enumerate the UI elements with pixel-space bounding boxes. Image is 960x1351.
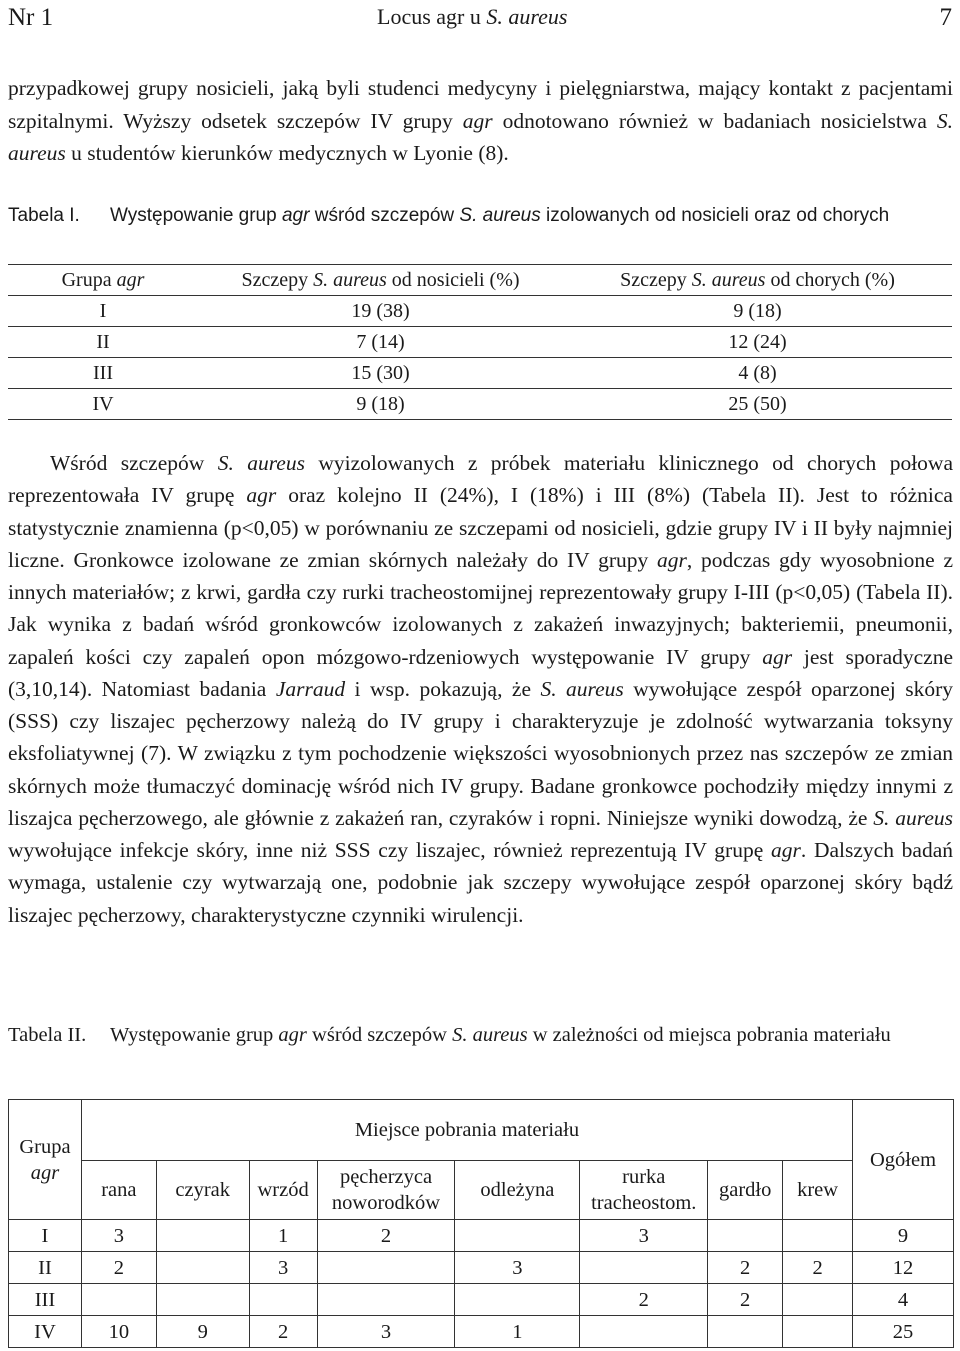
table1-cell: II [8, 327, 198, 358]
table2-cell: 25 [853, 1316, 954, 1348]
table1-row [8, 389, 952, 420]
table2-cell: 1 [455, 1316, 580, 1348]
table2-cell: 2 [580, 1284, 708, 1316]
table2-row [9, 1284, 954, 1316]
table2-subheader: odleżyna [455, 1161, 580, 1220]
table2-cell [783, 1284, 853, 1316]
table2-cell: II [9, 1252, 82, 1284]
table1-cell: 12 (24) [563, 327, 952, 358]
table2-cell [156, 1284, 249, 1316]
table2-row [9, 1220, 954, 1252]
table2-cell: 1 [249, 1220, 317, 1252]
table2-total-header: Ogółem [853, 1100, 954, 1220]
italic-term: agr [462, 108, 493, 133]
table2-cell [317, 1252, 455, 1284]
table2-subheader: czyrak [156, 1161, 249, 1220]
italic-term: agr [281, 205, 310, 226]
italic-term: agr [657, 547, 687, 572]
table2-cell: 12 [853, 1252, 954, 1284]
table2-cell [317, 1284, 455, 1316]
table1-caption-text: Występowanie grup agr wśród szczepów S. aureus izolowanych od nosicieli oraz od chorych [110, 205, 890, 226]
italic-term: S. aureus [452, 1024, 528, 1046]
table1-cell: 9 (18) [563, 296, 952, 327]
table1-col-carriers: Szczepy S. aureus od nosicieli (%) [198, 265, 563, 296]
table2-cell [708, 1316, 783, 1348]
table2-cell [580, 1252, 708, 1284]
table2-cell: 3 [249, 1252, 317, 1284]
table1-col-patients: Szczepy S. aureus od chorych (%) [563, 265, 952, 296]
table2-site-header: Miejsce pobrania materiału [81, 1100, 852, 1161]
table2-cell [708, 1220, 783, 1252]
table2-cell: 3 [580, 1220, 708, 1252]
table1-header-row [8, 265, 952, 296]
table1-cell: III [8, 358, 198, 389]
italic-term: agr [246, 483, 277, 508]
table2-cell: 2 [249, 1316, 317, 1348]
page-number: 7 [939, 4, 952, 31]
table1-row [8, 296, 952, 327]
italic-term: agr [278, 1024, 307, 1046]
paragraph-discussion: Wśród szczepów S. aureus wyizolowanych z próbek materiału klinicznego od chorych połowa reprezentowała IV grupę agr oraz kolejno II (24%), I (18%) i III (8%) (Tabela II). Jest to różnica statystycznie znamienna (p<0,05) w porównaniu ze szczepami od nosicieli, gdzie grupy IV i II były najmniej liczne. Gronkowce izolowane ze zmian skórnych należały do IV grupy agr, podczas gdy wyosobnione z innych materiałów; z krwi, gardła czy rurki tracheostomijnej reprezentowały grupy I-III (p<0,05) (Tabela II). Jak wynika z badań wśród gronkowców izolowanych z zakażeń inwazyjnych; bakteriemii, pneumonii, zapaleń kości czy zapaleń opon mózgowo-rdzeniowych występowanie IV grupy agr jest sporadyczne (3,10,14). Natomiast badania Jarraud i wsp. pokazują, że S. aureus wywołujące zespół oparzonej skóry (SSS) czy liszajec pęcherzowy należą do IV grupy i charakteryzuje je zdolność wytwarzania toksyny eksfoliatywnej (7). W związku z tym pochodzenie większości wyosobnionych przez nas szczepów ze zmian skórnych może tłumaczyć dominację wśród nich IV grupy. Badane gronkowce pochodziły między innymi z liszajca pęcherzowego, ale głównie z zakażeń ran, czyraków i ropni. Niniejsze wyniki dowodzą, że S. aureus wywołujące infekcje skóry, inne niż SSS czy liszajec, również reprezentują IV grupę agr. Dalszych badań wymaga, ustalenie czy wytwarzają one, podobnie jak szczepy wywołujące zespół oparzonej skóry bądź liszajec pęcherzowy, charakterystyczne czynniki wirulencji. [8, 451, 953, 927]
table2-cell [783, 1220, 853, 1252]
table2-cell: 2 [783, 1252, 853, 1284]
table2-cell: 2 [81, 1252, 156, 1284]
table2-subheader: pęcherzyca noworodków [317, 1161, 455, 1220]
table2-subheader: rana [81, 1161, 156, 1220]
table2-cell: 9 [853, 1220, 954, 1252]
table1-body [8, 296, 952, 420]
table2-cell [783, 1316, 853, 1348]
table2-header-row-sub [9, 1161, 954, 1220]
italic-term: agr [762, 644, 793, 669]
table2-label: Tabela II. [8, 1024, 87, 1046]
table2-cell: I [9, 1220, 82, 1252]
table2-cell: 3 [455, 1252, 580, 1284]
table2-caption-text: Występowanie grup agr wśród szczepów S. aureus w zależności od miejsca pobrania materiału [110, 1024, 891, 1046]
table2-cell [156, 1220, 249, 1252]
table2-header-row-top [9, 1100, 954, 1161]
table2-cell: 4 [853, 1284, 954, 1316]
table2-subheader: krew [783, 1161, 853, 1220]
italic-term: S. aureus [459, 205, 541, 226]
table2-cell [455, 1284, 580, 1316]
italic-term: S. aureus [217, 451, 305, 475]
table2-row [9, 1252, 954, 1284]
running-title: Locus agr u S. aureus [377, 4, 568, 29]
italic-term: agr [770, 838, 801, 862]
table1-label: Tabela I. [8, 205, 80, 226]
table2-cell: 2 [708, 1284, 783, 1316]
table1-cell: IV [8, 389, 198, 420]
page-header [0, 2, 960, 34]
table2-cell: 2 [708, 1252, 783, 1284]
table1-cell: 25 (50) [563, 389, 952, 420]
table1-row [8, 327, 952, 358]
paragraph-intro: przypadkowej grupy nosicieli, jaką byli studenci medycyny i pielęgniarstwa, mający kontakt z pacjentami szpitalnymi. Wyższy odsetek szczepów IV grupy agr odnotowano również w badaniach nosicielstwa S. aureus u studentów kierunków medycznych w Lyonie (8). [8, 76, 953, 166]
table1-cell: 4 (8) [563, 358, 952, 389]
table2-cell [81, 1284, 156, 1316]
table2-row [9, 1316, 954, 1348]
italic-term: S. aureus [873, 805, 953, 830]
table1-cell: I [8, 296, 198, 327]
table1 [8, 264, 952, 420]
table2-cell: 3 [317, 1316, 455, 1348]
table2-body [9, 1220, 954, 1348]
table2-subheader: gardło [708, 1161, 783, 1220]
table2-subheader: rurka tracheostom. [580, 1161, 708, 1220]
table2-cell: IV [9, 1316, 82, 1348]
table2-cell: 10 [81, 1316, 156, 1348]
table2-cell [249, 1284, 317, 1316]
table2-cell [156, 1252, 249, 1284]
table2-subheader: wrzód [249, 1161, 317, 1220]
table2-cell: III [9, 1284, 82, 1316]
table2-cell [455, 1220, 580, 1252]
table1-cell: 9 (18) [198, 389, 563, 420]
table2-cell [580, 1316, 708, 1348]
table1-row [8, 358, 952, 389]
table1-cell: 7 (14) [198, 327, 563, 358]
table2-cell: 9 [156, 1316, 249, 1348]
table2-group-header: Grupa agr [9, 1100, 82, 1220]
italic-term: Jarraud [275, 676, 346, 701]
table2-cell: 3 [81, 1220, 156, 1252]
italic-term: S. aureus [540, 676, 624, 701]
issue-number: Nr 1 [8, 4, 54, 31]
table1-cell: 19 (38) [198, 296, 563, 327]
italic-term: S. aureus [8, 108, 953, 166]
table2-cell: 2 [317, 1220, 455, 1252]
table2 [8, 1099, 954, 1348]
table1-cell: 15 (30) [198, 358, 563, 389]
table1-col-group: Grupa agr [8, 265, 198, 296]
